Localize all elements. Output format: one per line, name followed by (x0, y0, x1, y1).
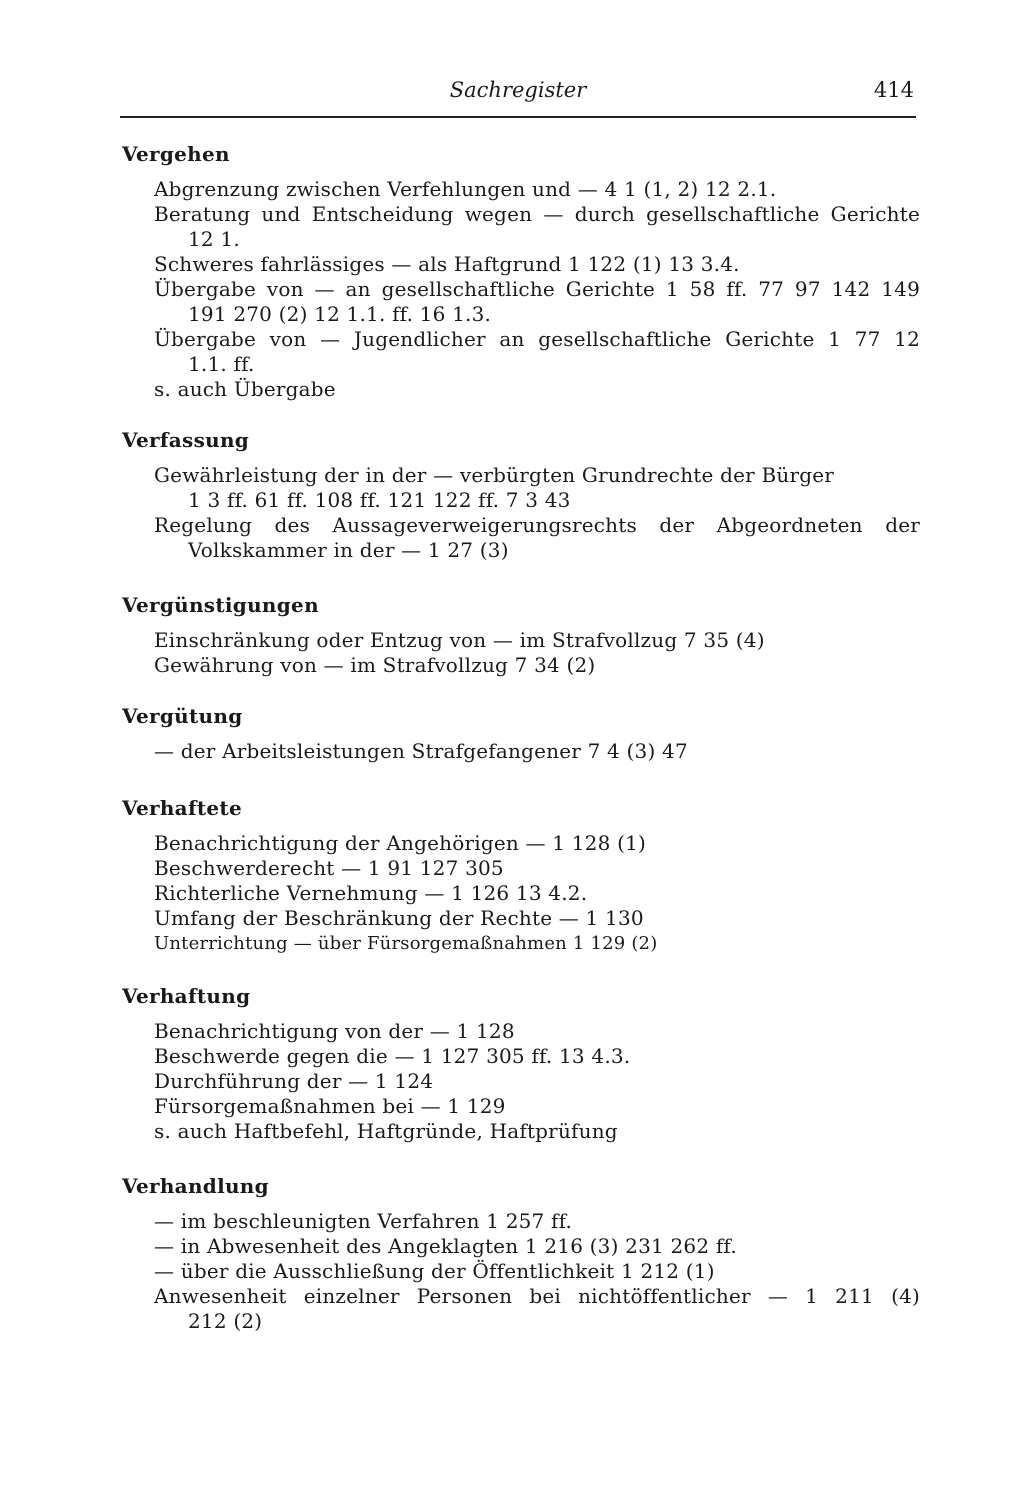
entry-lines (154, 1019, 920, 1144)
entry-line: Abgrenzung zwischen Verfehlungen und — 4 1 (1, 2) 12 2.1. (154, 177, 777, 201)
entry-lines (154, 1209, 920, 1334)
entry-line: Gewährung von — im Strafvollzug 7 34 (2) (154, 653, 596, 677)
running-title: Sachregister (449, 78, 587, 102)
entry-line: Richterliche Vernehmung — 1 126 13 4.2. (154, 881, 588, 905)
entry-line: Volkskammer in der — 1 27 (3) (188, 538, 509, 562)
entry-line: 1.1. ff. (188, 352, 255, 376)
index-entry-verhandlung (122, 1174, 922, 1334)
index-entry-verfassung (122, 428, 922, 563)
entry-lines (154, 831, 920, 956)
entry-line: — über die Ausschließung der Öffentlichkeit 1 212 (1) (154, 1259, 715, 1283)
entry-line: 191 270 (2) 12 1.1. ff. 16 1.3. (188, 302, 492, 326)
entry-line: Gewährleistung der in der — verbürgten Grundrechte der Bürger (154, 463, 835, 487)
entry-line: Benachrichtigung der Angehörigen — 1 128 (1) (154, 831, 646, 855)
entry-lines (154, 739, 920, 764)
entry-line: Schweres fahrlässiges — als Haftgrund 1 122 (1) 13 3.4. (154, 252, 740, 276)
entry-line: Fürsorgemaßnahmen bei — 1 129 (154, 1094, 506, 1118)
entry-line: Durchführung der — 1 124 (154, 1069, 434, 1093)
entry-line: — in Abwesenheit des Angeklagten 1 216 (3) 231 262 ff. (154, 1234, 737, 1258)
entry-line: Einschränkung oder Entzug von — im Strafvollzug 7 35 (4) (154, 628, 765, 652)
entry-heading: Vergehen (122, 142, 230, 166)
entry-line: 212 (2) (188, 1309, 263, 1333)
entry-lines (154, 628, 920, 678)
entry-line: Umfang der Beschränkung der Rechte — 1 130 (154, 906, 644, 930)
entry-heading: Vergütung (122, 704, 243, 728)
page-header (120, 76, 916, 106)
entry-line: Beschwerderecht — 1 91 127 305 (154, 856, 504, 880)
page-number: 414 (873, 78, 914, 102)
entry-line: Beratung und Entscheidung wegen — durch gesellschaftliche Gerichte (154, 202, 920, 226)
entry-line: s. auch Übergabe (154, 377, 336, 401)
entry-lines (154, 177, 920, 402)
entry-heading: Verfassung (122, 428, 250, 452)
entry-lines (154, 463, 920, 563)
entry-heading: Verhaftete (122, 796, 242, 820)
index-entry-verguenstigungen (122, 593, 922, 678)
index-entry-verhaftete (122, 796, 922, 956)
entry-line: Regelung des Aussageverweigerungsrechts der Abgeordneten der (154, 513, 920, 537)
entry-line: Beschwerde gegen die — 1 127 305 ff. 13 4.3. (154, 1044, 631, 1068)
index-entry-vergehen (122, 142, 922, 402)
entry-line: Unterrichtung — über Fürsorgemaßnahmen 1 129 (2) (154, 933, 658, 954)
entry-line: — der Arbeitsleistungen Strafgefangener 7 4 (3) 47 (154, 739, 688, 763)
entry-heading: Vergünstigungen (122, 593, 319, 617)
entry-line: 1 3 ff. 61 ff. 108 ff. 121 122 ff. 7 3 43 (188, 488, 571, 512)
header-rule (120, 116, 916, 118)
entry-line: Übergabe von — an gesellschaftliche Gerichte 1 58 ff. 77 97 142 149 (154, 277, 920, 301)
index-entry-verguetung (122, 704, 922, 764)
entry-heading: Verhandlung (122, 1174, 269, 1198)
entry-line: Anwesenheit einzelner Personen bei nichtöffentlicher — 1 211 (4) (154, 1284, 920, 1308)
entry-line: Übergabe von — Jugendlicher an gesellschaftliche Gerichte 1 77 12 (154, 327, 920, 351)
entry-line: s. auch Haftbefehl, Haftgründe, Haftprüfung (154, 1119, 618, 1143)
entry-line: 12 1. (188, 227, 240, 251)
entry-line: Benachrichtigung von der — 1 128 (154, 1019, 515, 1043)
entry-heading: Verhaftung (122, 984, 251, 1008)
entry-line: — im beschleunigten Verfahren 1 257 ff. (154, 1209, 573, 1233)
index-entry-verhaftung (122, 984, 922, 1144)
